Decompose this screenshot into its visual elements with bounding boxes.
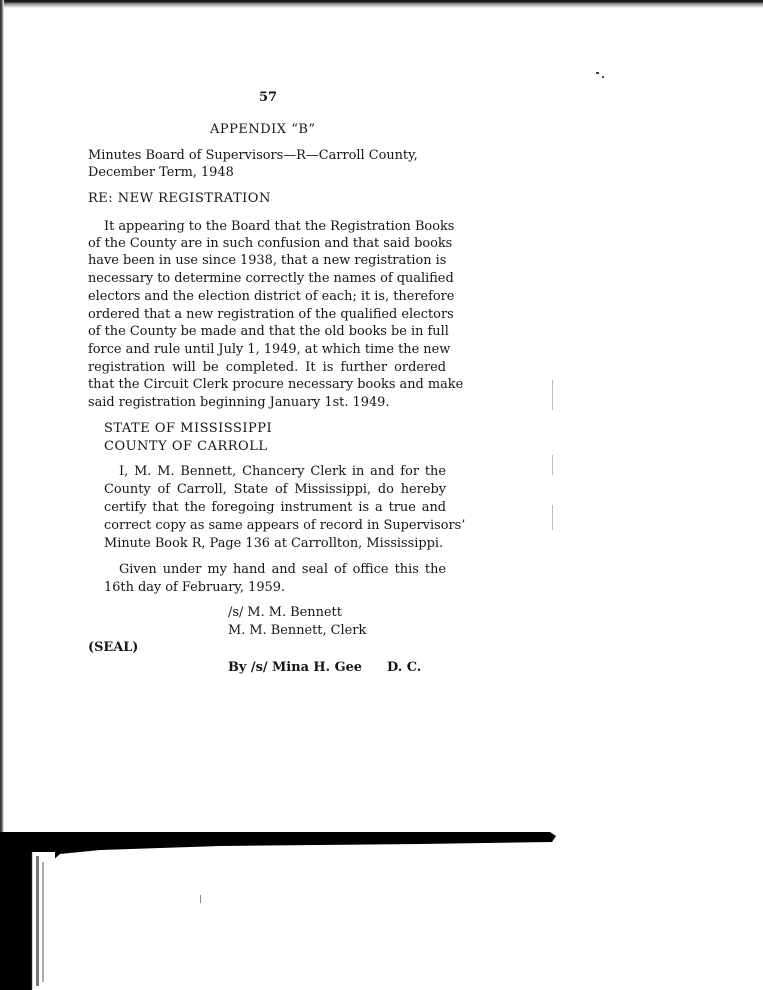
certification-line: certify that the foregoing instrument is a true and (104, 500, 446, 515)
minutes-heading-line: December Term, 1948 (88, 165, 234, 180)
order-line: It appearing to the Board that the Registration Books (104, 219, 455, 234)
deputy-signature: By /s/ Mina H. Gee (228, 660, 362, 675)
jurisdiction-county: COUNTY OF CARROLL (104, 439, 268, 454)
deputy-title: D. C. (387, 660, 422, 675)
signature-name-title: M. M. Bennett, Clerk (228, 623, 367, 638)
given-line: 16th day of February, 1959. (104, 580, 286, 595)
appendix-title: APPENDIX “B” (210, 122, 316, 137)
order-line: have been in use since 1938, that a new registration is (88, 253, 447, 268)
order-line: necessary to determine correctly the names of qualified (88, 271, 454, 286)
order-line: ordered that a new registration of the qualified electors (88, 307, 454, 322)
certification-line: I, M. M. Bennett, Chancery Clerk in and for the (119, 464, 446, 479)
order-line: electors and the election district of each; it is, therefore (88, 289, 455, 304)
certification-line: Minute Book R, Page 136 at Carrollton, Mississippi. (104, 536, 444, 551)
order-line: that the Circuit Clerk procure necessary books and make (88, 377, 464, 392)
given-line: Given under my hand and seal of office this the (119, 562, 446, 577)
certification-line: correct copy as same appears of record in Supervisors’ (104, 518, 466, 533)
minutes-heading-line: Minutes Board of Supervisors—R—Carroll County, (88, 148, 418, 163)
signature-signed: /s/ M. M. Bennett (228, 605, 342, 620)
order-line: of the County are in such confusion and that said books (88, 236, 453, 251)
re-heading: RE: NEW REGISTRATION (88, 191, 271, 206)
certification-line: County of Carroll, State of Mississippi, do hereby (104, 482, 446, 497)
seal-label: (SEAL) (88, 640, 139, 655)
page-number: 57 (259, 90, 278, 105)
jurisdiction-state: STATE OF MISSISSIPPI (104, 421, 273, 436)
order-line: force and rule until July 1, 1949, at which time the new (88, 342, 451, 357)
order-line: of the County be made and that the old books be in full (88, 324, 449, 339)
order-line: registration will be completed. It is further ordered (88, 360, 446, 375)
order-line: said registration beginning January 1st. 1949. (88, 395, 390, 410)
